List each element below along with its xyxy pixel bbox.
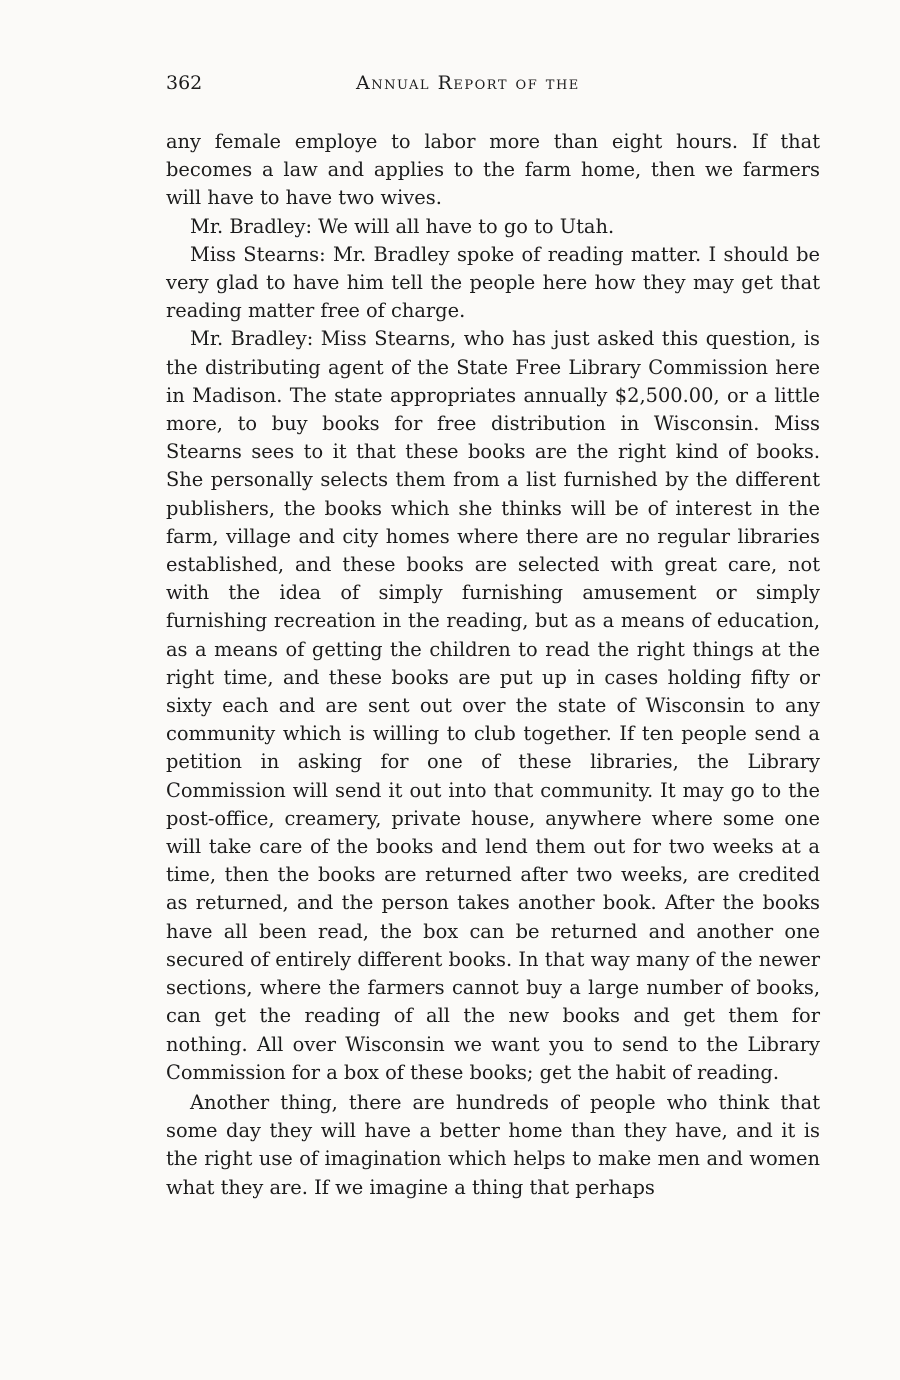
paragraph-bradley-utah: Mr. Bradley: We will all have to go to Utah. bbox=[190, 214, 615, 238]
running-head: Annual Report of the bbox=[356, 72, 580, 94]
paragraph-bradley-library: Mr. Bradley: Miss Stearns, who has just asked this question, is the distributing agent of the State Free Library Commission here in Madison. The state appropriates annually $2,500.00, or a little more, to buy books for free distribution in Wisconsin. Miss Stearns sees to it that these books are the right kind of books. She personally selects them from a list furnished by the different publishers, the books which she thinks will be of interest in the farm, village and city homes where there are no regular libraries established, and these books are selected with great care, not with the idea of simply furnishing amusement or simply furnishing recreation in the reading, but as a means of education, as a means of getting the children to read the right things at the right time, and these books are put up in cases holding fifty or sixty each and are sent out over the state of Wisconsin to any community which is willing to club together. If ten people send a petition in asking for one of these libraries, the Library Commission will send it out into that community. It may go to the post-office, creamery, private house, anywhere where some one will take care of the books and lend them out for two weeks at a time, then the books are returned after two weeks, are credited as returned, and the person takes another book. After the books have all been read, the box can be returned and another one secured of entirely different books. In that way many of the newer sections, where the farmers cannot buy a large number of books, can get the reading of all the new books and get them for nothing. All over Wisconsin we want you to send to the Library Commission for a box of these books; get the habit of reading. bbox=[166, 327, 820, 1084]
paragraph-continuation: any female employe to labor more than eight hours. If that becomes a law and applies to the farm home, then we farmers will have to have two wives. bbox=[166, 130, 820, 210]
paragraph-stearns-question: Miss Stearns: Mr. Bradley spoke of reading matter. I should be very glad to have him tell the people here how they may get that reading matter free of charge. bbox=[166, 242, 820, 323]
page-header bbox=[166, 72, 820, 102]
body-text bbox=[166, 128, 820, 1202]
page-number: 362 bbox=[166, 72, 203, 94]
paragraph-imagination: Another thing, there are hundreds of people who think that some day they will have a better home than they have, and it is the right use of imagination which helps to make men and women what they are. If we imagine a thing that perhaps bbox=[166, 1090, 820, 1199]
